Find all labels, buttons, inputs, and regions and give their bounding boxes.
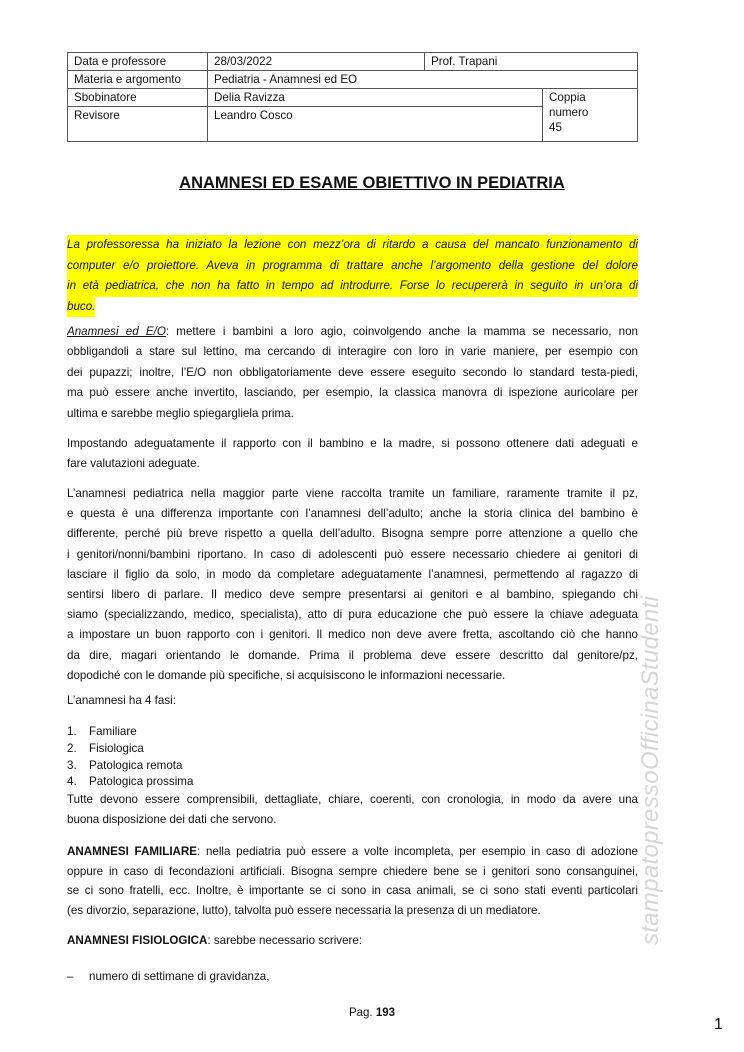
subject-label: Materia e argomento [68,71,208,89]
phase-number: 4. [67,775,77,789]
text-line [67,691,638,711]
line-text: oppure in caso di fecondazioni artificiali. Bisogna sempre chiedere bene se i genitori sono consanguinei, [67,864,638,878]
footer-page-number: 193 [375,1007,396,1019]
phase-label: Patologica remota [89,758,183,772]
sheet-number: 1 [714,1016,723,1033]
line-text: siamo (specializzando, medico, specialista), atto di pura educazione che può essere la chiave adeguata [67,608,638,622]
text-line [67,383,638,403]
paragraph-lead: Anamnesi ed E/O [67,325,166,338]
line-text: se ci sono fratelli, ecc. Inoltre, è importante se ci sono in casa animali, se ci sono stati eventi particolari [67,884,638,898]
reviewer-value: Leandro Cosco [208,107,543,142]
pair-label-2: numero [549,106,589,119]
relationship-paragraph [67,434,638,475]
line-text: lasciare il figlio da solo, in modo da completare adeguatamente l’anamnesi, permettendo al ragazzo di [67,567,638,581]
line-text: fare valutazioni adeguate. [67,457,200,471]
line-text: buona disposizione dei dati che servono. [67,812,277,826]
line-text: obbligandoli a stare sul lettino, ma cercando di interagire con loro in varie maniere, per esempio con [67,345,638,359]
text-line [67,585,638,605]
line-text: e questa è una differenza importante con l’anamnesi dell’adulto; anche la storia clinica del bambino è [67,507,638,521]
line-text: dei pupazzi; inoltre, l’E/O non obbligatoriamente deve essere eseguito secondo lo standard testa-piedi, [67,365,638,379]
line-text: La professoressa ha iniziato la lezione con mezz’ora di ritardo a causa del mancato funzionamento di [67,238,638,251]
text-line [67,790,638,810]
text-line [67,625,638,645]
bullet-text: numero di settimane di gravidanza, [89,970,270,983]
line-text: : mettere i bambini a loro agio, coinvolgendo anche la mamma se necessario, non [165,325,638,338]
line-text: ma può essere anche invertito, lasciando, per esempio, la classica manovra di ispezione auricolare per [67,386,638,400]
text-line [67,363,638,383]
text-line [67,454,638,474]
phase-label: Familiare [89,725,137,738]
line-text: a impostare un buon rapporto con i genitori. Il medico non deve avere fretta, ascoltando ciò che hanno [67,628,638,642]
text-line [67,484,638,504]
pair-value: 45 [549,121,562,134]
text-line [67,504,638,524]
date-value: 28/03/2022 [208,53,425,71]
footer-prefix: Pag. [348,1007,373,1019]
pair-label-1: Coppia [549,91,586,104]
pediatric-anamnesis-paragraph [67,484,638,686]
line-text: (es divorzio, separazione, lutto), talvolta può essere necessaria la presenza di un mediatore. [67,903,541,917]
text-line [67,235,638,256]
text-line [67,862,638,882]
line-text: Tutte devono essere comprensibili, dettagliate, chiare, coerenti, con cronologia, in modo da avere una [67,793,638,806]
line-text: L’anamnesi pediatrica nella maggior parte viene raccolta tramite un familiare, raramente tramite il pz, [67,487,638,500]
line-text: differente, perché più breve rispetto a quella dell’adulto. Bisogna sempre porre attenzione a quello che [67,527,638,541]
line-text: buco. [67,299,96,313]
anamnesis-eo-paragraph [67,322,638,424]
line-text: da dire, magari orientando le domande. Prima il problema deve essere descritto dal genitore/pz, [67,648,638,662]
pair-number [543,89,638,142]
page-footer [0,1007,744,1019]
phase-label: Patologica prossima [89,775,194,789]
text-line [67,666,638,686]
phases-list [67,724,638,791]
text-line [67,545,638,565]
text-line [67,605,638,625]
document-title: ANAMNESI ED ESAME OBIETTIVO IN PEDIATRIA [179,174,565,192]
reviewer-label: Revisore [68,107,208,142]
intro-note [67,235,638,317]
line-text: L’anamnesi ha 4 fasi: [67,694,176,707]
professor-value: Prof. Trapani [425,53,638,71]
text-line [67,881,638,901]
phase-item [67,741,638,758]
text-line [67,842,638,862]
transcriber-value: Delia Ravizza [208,89,543,107]
text-line [67,342,638,362]
phases-intro [67,691,638,711]
phase-item [67,774,638,791]
text-line [67,434,638,454]
line-text: : sarebbe necessario scrivere: [207,934,363,947]
paragraph-lead: ANAMNESI FISIOLOGICA [67,934,208,947]
subject-value: Pediatria - Anamnesi ed EO [208,71,638,89]
watermark: stampatopressoOfficinaStudenti [637,595,664,945]
bullet-item [67,969,638,986]
text-line [67,404,638,424]
family-anamnesis-paragraph [67,842,638,920]
phase-number: 2. [67,741,77,755]
line-text: sentirsi libero di parlare. Il medico deve sempre presentarsi ai genitori e al bambino, spiegando chi [67,587,638,601]
text-line [67,810,638,830]
phase-label: Fisiologica [89,741,144,755]
text-line [67,646,638,666]
text-line [67,931,638,951]
text-line [67,322,638,342]
physiological-anamnesis-paragraph [67,931,638,951]
line-text: Impostando adeguatamente il rapporto con il bambino e la madre, si possono ottenere dati adeguati e [67,437,638,450]
phase-item [67,724,638,741]
line-text: in età pediatrica, che non ha fatto in tempo ad introdurre. Forse lo recupererà in seguito in un’ora di [67,279,638,293]
line-text: dopodiché con le domande più specifiche, si acquisiscono le informazioni necessarie. [67,668,506,682]
date-label: Data e professore [68,53,208,71]
line-text: computer e/o proiettore. Aveva in programma di trattare anche l’argomento della gestione del dolore [67,258,638,272]
lecture-info-table [67,52,638,142]
line-text: i genitori/nonni/bambini riportano. In caso di adolescenti può essere necessario chiedere ai genitori di [67,547,638,561]
text-line [67,565,638,585]
phase-item [67,758,638,775]
paragraph-lead: ANAMNESI FAMILIARE [67,845,198,858]
dash-marker: – [67,970,74,983]
text-line [67,901,638,921]
line-text: : nella pediatria può essere a volte incompleta, per esempio in caso di adozione [197,845,638,858]
bullet-list [67,969,638,986]
transcriber-label: Sbobinatore [68,89,208,107]
text-line [67,524,638,544]
text-line [67,256,638,277]
line-text: ultima e sarebbe meglio spiegargliela prima. [67,406,294,420]
text-line [67,276,638,297]
phases-summary [67,790,638,829]
phase-number: 1. [67,725,77,738]
phase-number: 3. [67,758,77,772]
text-line [67,297,95,318]
